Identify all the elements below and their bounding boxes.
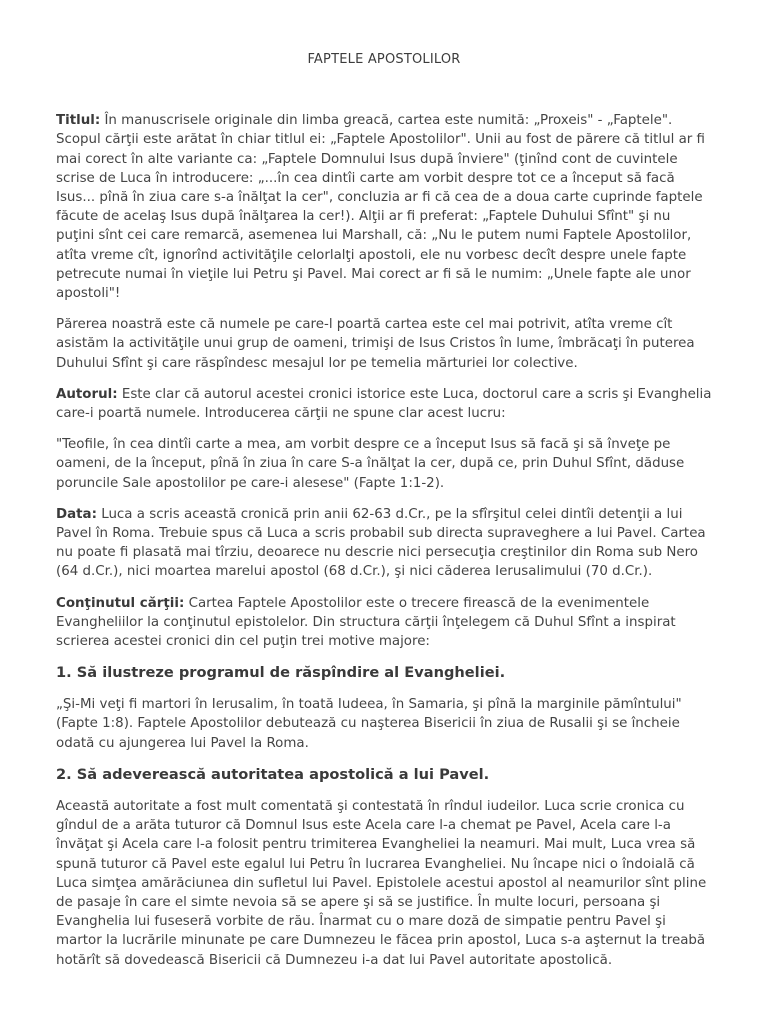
quote-fapte-1: "Teofile, în cea dintîi carte a mea, am vorbit despre ce a început Isus să facă şi să înveţe pe oameni, de la început, pînă în ziua în care S-a înălţat la cer, după ce, prin Duhul Sfînt, dăduse poruncile Sale apostolilor pe care-i alesese" (Fapte 1:1-2). — [56, 437, 685, 491]
text-continutul: Cartea Faptele Apostolilor este o trecere firească de la evenimentele Evangheliilor la conţinutul epistolelor. Din structura cărţii înţelegem că Duhul Sfînt a inspirat scrierea acestei cronici din cel puţin trei motive majore: — [56, 595, 676, 650]
label-continutul: Conţinutul cărţii: — [56, 595, 185, 611]
heading-1: 1. Să ilustreze programul de răspîndire al Evangheliei. — [56, 664, 506, 682]
label-autorul: Autorul: — [56, 386, 118, 402]
text-data: Luca a scris această cronică prin anii 62-63 d.Cr., pe la sfîrşitul celei dintîi detenţii a lui Pavel în Roma. Trebuie spus că Luca a scris probabil sub directa supraveghere a lui Pavel. Cartea nu poate fi plasată mai tîrziu, deoarece nu descrie nici persecuţia creştinilor din Roma sub Nero (64 d.Cr.), nici moartea marelui apostol (68 d.Cr.), şi nici căderea Ierusalimului (70 d.Cr.). — [56, 506, 706, 580]
paragraph-autorul — [56, 385, 712, 423]
paragraph-2: Această autoritate a fost mult comentată şi contestată în rîndul iudeilor. Luca scrie cronica cu gîndul de a arăta tuturor că Domnul Isus este Acela care l-a chemat pe Pavel, Acela care l-a învăţat şi Acela care l-a folosit pentru trimiterea Evangheliei la neamuri. Mai mult, Luca vrea să spună tuturor că Pavel este egalul lui Petru în lucrarea Evangheliei. Nu încape nici o îndoială că Luca simţea amărăciunea din sufletul lui Pavel. Epistolele acestui apostol al neamurilor sînt pline de pasaje în care el simte nevoia să se apere şi să se justifice. În multe locuri, persoana şi Evanghelia lui fuseseră vorbite de rău. Înarmat cu o mare doză de simpatie pentru Pavel şi martor la lucrările minunate pe care Dumnezeu le făcea prin apostol, Luca s-a aşternut la treabă hotărît să dovedească Bisericii că Dumnezeu i-a dat lui Pavel autoritate apostolică. — [56, 798, 707, 968]
text-autorul: Este clar că autorul acestei cronici istorice este Luca, doctorul care a scris şi Evanghelia care-i poartă numele. Introducerea cărţii ne spune clar acest lucru: — [56, 386, 712, 422]
text-titlul: În manuscrisele originale din limba greacă, cartea este numită: „Proxeis" - „Faptele". Scopul cărţii este arătat în chiar titlul ei: „Faptele Apostolilor". Unii au fost de părere că titlul ar fi mai corect în alte variante ca: „Faptele Domnului Isus după înviere" (ţinînd cont de cuvintele scrise de Luca în introducere: „...în cea dintîi carte am vorbit despre tot ce a început să facă Isus... pînă în ziua care s-a înălţat la cer", concluzia ar fi că cea de a doua carte cuprinde faptele făcute de acelaş Isus după înălţarea la cer!). Alţii ar fi preferat: „Faptele Duhului Sfînt" şi nu puţini sînt cei care remarcă, asemenea lui Marshall, că: „Nu le putem numi Faptele Apostolilor, atîta vreme cît, ignorînd activităţile celorlalţi apostoli, ele nu vorbesc decît despre unele fapte petrecute numai în vieţile lui Petru şi Pavel. Mai corect ar fi să le numim: „Unele fapte ale unor apostoli"! — [56, 113, 705, 302]
paragraph-titlul — [56, 111, 712, 303]
label-data: Data: — [56, 506, 97, 522]
paragraph-data — [56, 505, 712, 582]
document-title: FAPTELE APOSTOLILOR — [307, 52, 461, 67]
label-titlul: Titlul: — [56, 113, 101, 129]
paragraph-continutul — [56, 594, 712, 652]
heading-2: 2. Să adeverească autoritatea apostolică a lui Pavel. — [56, 765, 490, 783]
paragraph-parerea: Părerea noastră este că numele pe care-l poartă cartea este cel mai potrivit, atîta vreme cît asistăm la activităţile unui grup de oameni, trimişi de Isus Cristos în lume, îmbrăcaţi în puterea Duhului Sfînt şi care răspîndesc mesajul lor pe temelia mărturiei lor colective. — [56, 317, 695, 371]
paragraph-1: „Şi-Mi veţi fi martori în Ierusalim, în toată Iudeea, în Samaria, şi pînă la marginile pămîntului" (Fapte 1:8). Faptele Apostolilor debutează cu naşterea Bisericii în ziua de Rusalii şi se încheie odată cu ajungerea lui Pavel la Roma. — [56, 697, 682, 751]
